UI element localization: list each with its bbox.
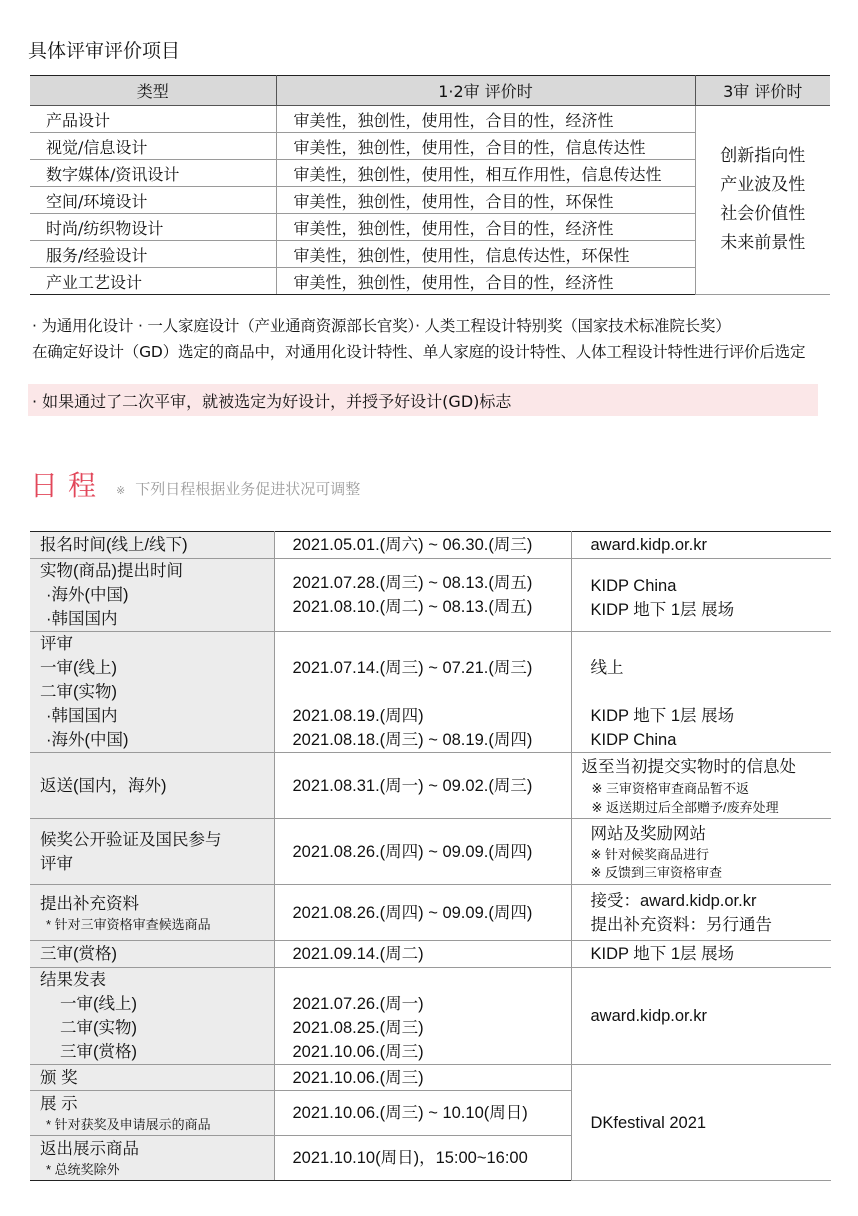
type-cell: 产业工艺设计 — [30, 268, 276, 295]
schedule-place — [571, 968, 831, 1065]
table-row — [30, 885, 831, 941]
item-label: 候奖公开验证及国民参与 — [40, 830, 222, 849]
type-cell: 时尚/纺织物设计 — [30, 214, 276, 241]
date-text: 2021.08.25.(周三) — [292, 1019, 424, 1037]
third-criterion: 创新指向性 — [720, 146, 806, 166]
table-row — [30, 1065, 831, 1091]
item-label: 颁 奖 — [40, 1068, 78, 1087]
date-text: 2021.08.19.(周四) — [292, 707, 424, 725]
item-label: 提出补充资料 — [40, 894, 139, 913]
header-round12: 1·2审 评价时 — [276, 76, 695, 106]
schedule-date — [274, 632, 571, 753]
item-label: 结果发表 — [40, 971, 106, 989]
criteria-cell: 审美性，独创性，使用性，合目的性，信息传达性 — [276, 133, 695, 160]
place-text: KIDP China — [590, 731, 677, 749]
item-note: * 总统奖除外 — [46, 1162, 120, 1177]
schedule-item — [30, 632, 274, 753]
date-text: 2021.10.06.(周三) ~ 10.10(周日) — [292, 1104, 528, 1122]
item-sub-label: 一审(线上) — [40, 659, 117, 677]
type-cell: 数字媒体/资讯设计 — [30, 160, 276, 187]
date-text: 2021.08.18.(周三) ~ 08.19.(周四) — [292, 731, 533, 749]
type-cell: 产品设计 — [30, 106, 276, 133]
date-text: 2021.07.28.(周三) ~ 08.13.(周五) — [292, 574, 533, 592]
table-row — [30, 753, 831, 819]
item-sub-label: 二审(实物) — [60, 1019, 137, 1037]
schedule-item — [30, 885, 274, 941]
third-criteria-cell — [695, 106, 830, 295]
table-row — [30, 559, 831, 632]
place-note: ※ 返送期过后全部赠予/废弃处理 — [591, 799, 779, 815]
item-sub-label: 二审(实物) — [40, 683, 117, 701]
schedule-date — [274, 1136, 571, 1181]
item-label: 展 示 — [40, 1095, 78, 1113]
item-label: 返出展示商品 — [40, 1140, 139, 1158]
schedule-date — [274, 1091, 571, 1136]
item-note: * 针对获奖及申请展示的商品 — [46, 1117, 211, 1132]
schedule-date — [274, 1065, 571, 1091]
item-sub-label: 一审(线上) — [60, 995, 137, 1013]
criteria-cell: 审美性，独创性，使用性，信息传达性，环保性 — [276, 241, 695, 268]
item-sub-label: ·海外(中国) — [46, 586, 129, 604]
schedule-item — [30, 559, 274, 632]
place-text: KIDP 地下 1层 展场 — [590, 601, 735, 619]
place-text: KIDP China — [590, 577, 677, 595]
date-text: 2021.09.14.(周二) — [292, 945, 424, 963]
schedule-item — [30, 1065, 274, 1091]
schedule-place — [571, 885, 831, 941]
date-text: 2021.07.14.(周三) ~ 07.21.(周三) — [292, 659, 533, 677]
gd-mark-note: · 如果通过了二次平审，就被选定为好设计，并授予好设计(GD)标志 — [32, 392, 512, 411]
note-mark-icon: ※ — [116, 484, 126, 497]
type-cell: 空间/环境设计 — [30, 187, 276, 214]
type-cell: 服务/经验设计 — [30, 241, 276, 268]
date-text: 2021.08.10.(周二) ~ 08.13.(周五) — [292, 598, 533, 616]
schedule-item — [30, 819, 274, 885]
criteria-cell: 审美性，独创性，使用性，合目的性，经济性 — [276, 106, 695, 133]
schedule-place — [571, 819, 831, 885]
schedule-date — [274, 885, 571, 941]
place-text: 网站及奖励网站 — [590, 824, 706, 843]
schedule-date — [274, 968, 571, 1065]
place-text: award.kidp.or.kr — [590, 536, 707, 554]
place-text: award.kidp.or.kr — [590, 1007, 707, 1025]
table-row — [30, 819, 831, 885]
evaluation-header-row — [30, 76, 830, 106]
schedule-item — [30, 532, 274, 559]
item-label: 实物(商品)提出时间 — [40, 562, 183, 580]
item-label: 评审 — [40, 635, 73, 653]
schedule-place — [571, 941, 831, 968]
item-label: 返送(国内，海外) — [40, 776, 167, 795]
item-note: * 针对三审资格审查候选商品 — [46, 916, 211, 932]
date-text: 2021.10.10(周日)，15:00~16:00 — [292, 1149, 528, 1167]
third-criterion: 社会价值性 — [720, 204, 806, 224]
header-type: 类型 — [30, 76, 276, 106]
place-note: ※ 三审资格审查商品暂不返 — [591, 780, 750, 796]
item-label: 报名时间(线上/线下) — [40, 536, 188, 554]
schedule-date — [274, 941, 571, 968]
criteria-cell: 审美性，独创性，使用性，合目的性，经济性 — [276, 214, 695, 241]
evaluation-table — [30, 75, 830, 295]
table-row — [30, 632, 831, 753]
criteria-cell: 审美性，独创性，使用性，合目的性，经济性 — [276, 268, 695, 295]
schedule-note — [116, 478, 360, 499]
date-text: 2021.08.26.(周四) ~ 09.09.(周四) — [292, 903, 533, 922]
criteria-cell: 审美性，独创性，使用性，合目的性，环保性 — [276, 187, 695, 214]
item-sub-label: ·韩国国内 — [46, 610, 118, 628]
place-note: ※ 针对候奖商品进行 — [590, 846, 710, 862]
schedule-item — [30, 1091, 274, 1136]
schedule-item — [30, 753, 274, 819]
place-text: KIDP 地下 1层 展场 — [590, 945, 735, 963]
schedule-table — [30, 531, 831, 1181]
item-label: 评审 — [40, 854, 73, 873]
third-criterion: 未来前景性 — [720, 233, 806, 253]
table-row — [30, 532, 831, 559]
date-text: 2021.07.26.(周一) — [292, 995, 424, 1013]
place-text: KIDP 地下 1层 展场 — [590, 707, 735, 725]
schedule-date — [274, 753, 571, 819]
selection-note: 在确定好设计（GD）选定的商品中，对通用化设计特性、单人家庭的设计特性、人体工程设计特性进行评价后选定 — [32, 343, 806, 361]
criteria-cell: 审美性，独创性，使用性，相互作用性，信息传达性 — [276, 160, 695, 187]
award-note: · 为通用化设计 · 一人家庭设计（产业通商资源部长官奖）· 人类工程设计特别奖（国家技术标准院长奖） — [32, 317, 731, 335]
place-text: 接受：award.kidp.or.kr — [590, 891, 757, 910]
date-text: 2021.10.06.(周三) — [292, 1068, 424, 1087]
schedule-place — [571, 632, 831, 753]
table-row — [30, 968, 831, 1065]
schedule-heading: 日程 — [30, 469, 107, 502]
table-row — [30, 941, 831, 968]
schedule-place — [571, 532, 831, 559]
date-text: 2021.08.26.(周四) ~ 09.09.(周四) — [292, 842, 533, 861]
item-sub-label: 三审(赏格) — [60, 1043, 137, 1061]
type-cell: 视觉/信息设计 — [30, 133, 276, 160]
schedule-place — [571, 1065, 831, 1181]
header-round3: 3审 评价时 — [695, 76, 830, 106]
evaluation-title: 具体评审评价项目 — [28, 40, 181, 62]
place-note: ※ 反馈到三审资格审查 — [590, 864, 723, 880]
place-text: 返至当初提交实物时的信息处 — [581, 757, 796, 776]
item-label: 三审(赏格) — [40, 945, 117, 963]
schedule-place — [571, 753, 831, 819]
item-sub-label: ·海外(中国) — [46, 731, 129, 749]
item-sub-label: ·韩国国内 — [46, 707, 118, 725]
date-text: 2021.05.01.(周六) ~ 06.30.(周三) — [292, 536, 533, 554]
place-text: 线上 — [590, 659, 624, 677]
schedule-date — [274, 819, 571, 885]
place-text: DKfestival 2021 — [590, 1113, 707, 1132]
schedule-place — [571, 559, 831, 632]
schedule-note-text: 下列日程根据业务促进状况可调整 — [135, 480, 361, 498]
place-text: 提出补充资料：另行通告 — [590, 915, 772, 934]
schedule-item — [30, 968, 274, 1065]
schedule-date — [274, 532, 571, 559]
third-criterion: 产业波及性 — [720, 175, 806, 195]
schedule-date — [274, 559, 571, 632]
table-row — [30, 106, 830, 133]
schedule-item — [30, 1136, 274, 1181]
date-text: 2021.08.31.(周一) ~ 09.02.(周三) — [292, 776, 533, 795]
schedule-item — [30, 941, 274, 968]
date-text: 2021.10.06.(周三) — [292, 1043, 424, 1061]
